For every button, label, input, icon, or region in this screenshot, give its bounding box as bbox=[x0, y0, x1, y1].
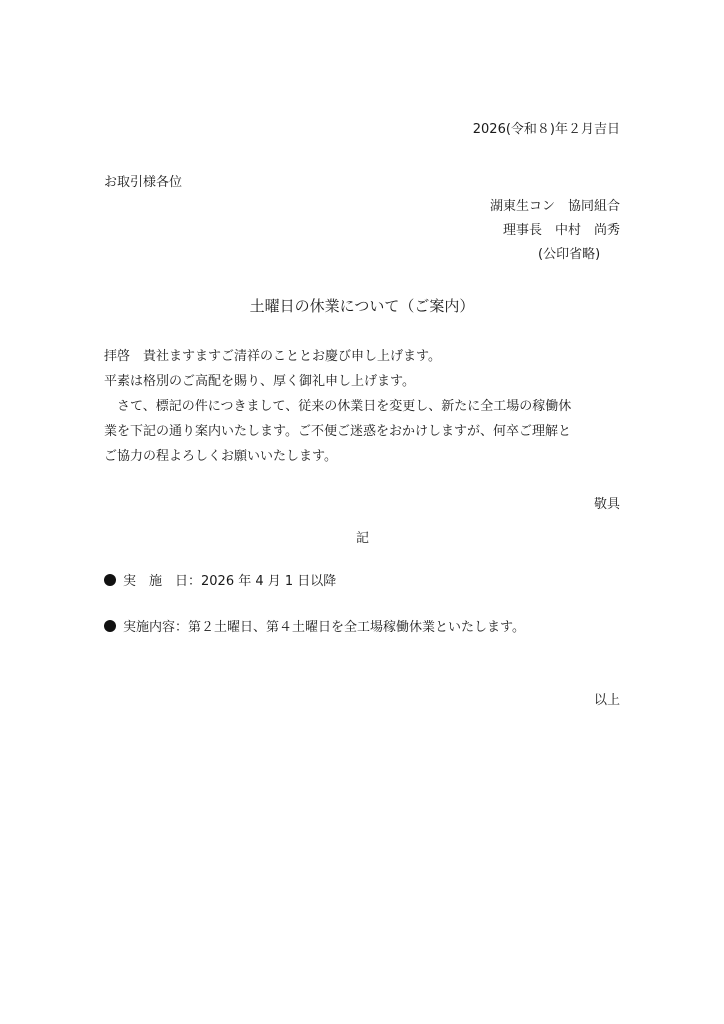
closing-keigu: 敬具 bbox=[593, 497, 620, 512]
sender-representative: 理事長 中村 尚秀 bbox=[502, 223, 620, 238]
sender-organization: 湖東生コン 協同組合 bbox=[489, 199, 620, 214]
end-mark: 以上 bbox=[593, 693, 620, 708]
list-item bbox=[104, 619, 525, 637]
body-line: 業を下記の通り案内いたします。ご不便ご迷惑をおかけしますが、何卒ご理解と bbox=[104, 424, 571, 439]
body-line: 平素は格別のご高配を賜り、厚く御礼申し上げます。 bbox=[104, 374, 415, 389]
recipient: お取引様各位 bbox=[104, 175, 183, 190]
list-item bbox=[104, 573, 336, 591]
ki-heading: 記 bbox=[356, 531, 370, 546]
body-line: 拝啓 貴社ますますご清祥のこととお慶び申し上げます。 bbox=[104, 349, 441, 364]
item-value: 第２土曜日、第４土曜日を全工場稼働休業といたします。 bbox=[188, 620, 525, 635]
item-label: 実施内容： bbox=[123, 620, 189, 635]
item-label: 実 施 日： bbox=[123, 574, 202, 589]
document-title: 土曜日の休業について（ご案内） bbox=[249, 297, 475, 315]
bullet-icon bbox=[104, 574, 116, 586]
body-line: ご協力の程よろしくお願いいたします。 bbox=[104, 449, 337, 464]
body-line: さて、標記の件につきまして、従来の休業日を変更し、新たに全工場の稼働休 bbox=[104, 399, 572, 414]
bullet-icon bbox=[104, 620, 116, 632]
item-value: 2026 年 4 月 1 日以降 bbox=[201, 574, 337, 589]
document-date: 2026(令和８)年２月吉日 bbox=[472, 122, 620, 137]
seal-omitted-note: (公印省略) bbox=[538, 247, 601, 262]
